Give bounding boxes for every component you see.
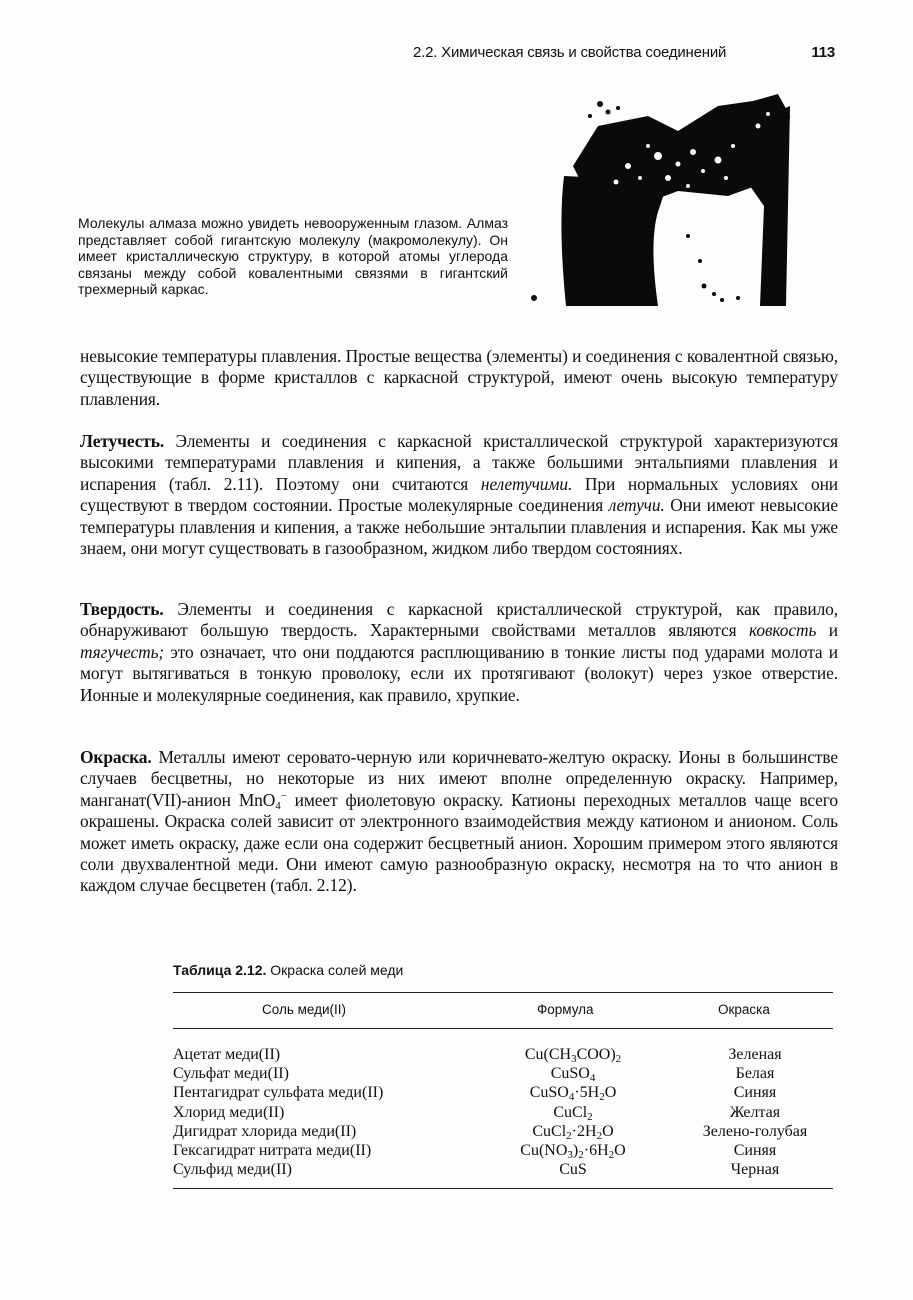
paragraph-text: имеет фиолетовую окраску. Катионы переходных металлов чаще всего окрашены. Окраска солей зависит от электронного взаимодействия между катионом и анионом. Соль может иметь окраску, даже если она содержит бесцветный анион. Хорошим примером этого являются соли двухвалентной меди. Они имеют самую разнообразную окраску, несмотря на то что анион в каждом случае бесцветен (табл. 2.12). <box>80 789 838 896</box>
emphasis: нелетучими. <box>480 473 573 494</box>
column-header-color: Окраска <box>718 1002 770 1017</box>
paragraph-text: Элементы и соединения с каркасной кристаллической структурой характеризуются высокими температурами плавления и кипения, а также большими энтальпиями плавления и испарения (табл. 2.11). Поэтому они считаются <box>80 431 838 494</box>
figure-caption: Молекулы алмаза можно увидеть невооруженным глазом. Алмаз представляет собой гигантскую молекулу (макромолекулу). Он имеет кристаллическую структуру, в которой атомы углерода связаны между собой ковалентными связями в гигантский трехмерный каркас. <box>78 215 508 298</box>
table-label: Таблица 2.12. <box>173 962 267 978</box>
paragraph-heading: Окраска. <box>80 747 152 767</box>
paragraph-hardness <box>80 599 838 706</box>
cell-formula: CuCl$_2$ <box>553 1103 593 1123</box>
cell-color: Синяя <box>733 1084 777 1102</box>
table-row <box>173 1065 833 1084</box>
cell-formula: $Cu(NO_3)_2\cdot 6H_2O$ <box>520 1141 626 1161</box>
cell-color: Черная <box>730 1161 780 1179</box>
paragraph-text: При нормальных условиях они существуют в твердом состоянии. Простые молекулярные соединения <box>80 473 838 516</box>
paragraph-heading: Твердость. <box>80 599 164 619</box>
table-body <box>173 1046 833 1180</box>
cell-color: Синяя <box>733 1141 777 1159</box>
cell-salt: Пентагидрат сульфата меди(II) <box>173 1084 384 1102</box>
paragraph-text: Они имеют невысокие температуры плавления и кипения, а также небольшие энтальпии плавления и испарения. Как мы уже знаем, они могут существовать в газообразном, жидком либо твердом состояниях. <box>80 495 839 559</box>
paragraph-text: Элементы и соединения с каркасной кристаллической структурой, как правило, обнаруживают большую твердость. Характерными свойствами металлов являются <box>80 599 838 641</box>
header-title: 2.2. Химическая связь и свойства соединений <box>413 44 727 61</box>
cell-color: Белая <box>735 1065 775 1083</box>
table-row <box>173 1104 833 1123</box>
table-caption: Окраска солей меди <box>266 962 404 978</box>
paragraph-melting <box>80 346 838 410</box>
table-row <box>173 1123 833 1142</box>
cell-salt: Ацетат меди(II) <box>173 1046 281 1063</box>
table-row <box>173 1161 833 1180</box>
paragraph-text: невысокие температуры плавления. Простые вещества (элементы) и соединения с ковалентной связью, существующие в форме кристаллов с каркасной структурой, имеют очень высокую температуру плавления. <box>80 346 838 409</box>
cell-salt: Хлорид меди(II) <box>173 1103 285 1121</box>
cell-salt: Гексагидрат нитрата меди(II) <box>173 1141 372 1159</box>
paragraph-text: Металлы имеют серовато-черную или коричневато-желтую окраску. Ионы в большинстве случаев бесцветны, но некоторые из них имеют вполне определенную окраску. Например, манганат(VII)-анион MnO <box>80 747 838 810</box>
paragraph-text: и <box>816 620 838 641</box>
column-header-formula: Формула <box>537 1002 594 1017</box>
emphasis: летучи. <box>608 495 665 516</box>
cell-color: Зеленая <box>728 1046 782 1063</box>
paragraph-color <box>80 747 838 897</box>
paragraph-text: это означает, что они поддаются расплющиванию в тонкие листы под ударами молота и могут вытягиваться в тонкую проволоку, если их протягивают (волокут) через узкое отверстие. Ионные и молекулярные соединения, как правило, хрупкие. <box>80 641 838 705</box>
paragraph-heading: Летучесть. <box>80 431 165 451</box>
subscript: 4 <box>275 799 281 812</box>
column-header-salt: Соль меди(II) <box>262 1002 347 1017</box>
cell-formula: CuSO$_4$ <box>550 1065 596 1085</box>
table-bottom-rule <box>173 1188 833 1189</box>
page-number: 113 <box>811 44 835 61</box>
cell-formula: $Cu(CH_3COO)_2$ <box>524 1046 622 1065</box>
cell-formula: $CuCl_2\cdot 2H_2O$ <box>532 1122 614 1142</box>
cell-salt: Сульфид меди(II) <box>173 1161 292 1179</box>
table-header-rule <box>173 1028 833 1029</box>
superscript: − <box>280 790 287 803</box>
table-row <box>173 1084 833 1103</box>
emphasis: тягучесть; <box>80 641 165 662</box>
running-header <box>413 44 843 61</box>
cell-formula: $CuSO_4\cdot 5H_2O$ <box>529 1084 617 1104</box>
cell-formula: CuS <box>559 1161 587 1179</box>
emphasis: ковкость <box>749 620 817 641</box>
table-row <box>173 1046 833 1065</box>
cell-salt: Дигидрат хлорида меди(II) <box>173 1122 357 1140</box>
cell-color: Желтая <box>729 1103 781 1121</box>
table-row <box>173 1142 833 1161</box>
cell-salt: Сульфат меди(II) <box>173 1065 289 1083</box>
diamond-photo <box>528 86 796 312</box>
table-title <box>173 962 403 978</box>
cell-color: Зелено-голубая <box>702 1122 808 1140</box>
table-top-rule <box>173 992 833 993</box>
paragraph-volatility <box>80 431 838 559</box>
